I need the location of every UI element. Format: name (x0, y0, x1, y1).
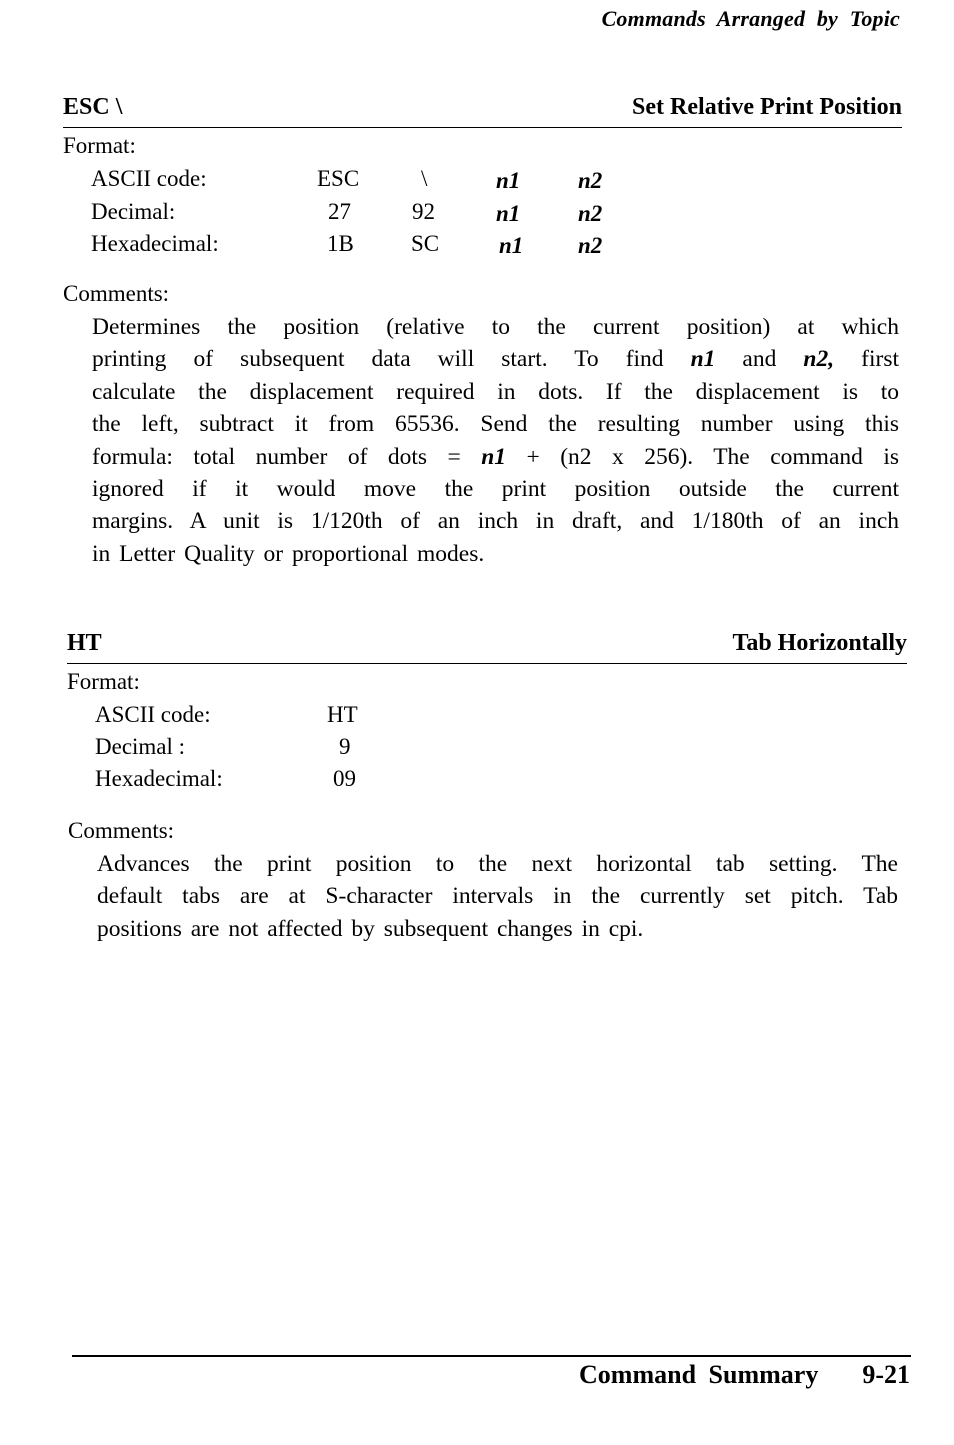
cell-ascii-2: \ (421, 166, 428, 191)
cell-decimal-3: n1 (496, 201, 521, 226)
cell-ascii-1: HT (327, 702, 358, 727)
format-label: Format: (67, 669, 140, 694)
esc-backslash-header (63, 94, 902, 128)
row-label-decimal: Decimal: (91, 199, 176, 224)
cell-hex-1: 09 (333, 766, 356, 791)
footer (579, 1360, 910, 1390)
page-number: 9-21 (862, 1360, 910, 1389)
inline-n2: n2, (803, 346, 835, 373)
cell-ascii-1: ESC (317, 166, 360, 191)
command-title: Tab Horizontally (732, 630, 907, 656)
comment-line: positions are not affected by subsequent changes in cpi. (97, 915, 644, 942)
comment-line: calculate the displacement required in dots. If the displacement is to (92, 378, 899, 405)
cell-decimal-1: 9 (339, 734, 351, 759)
cell-hex-4: n2 (578, 233, 603, 258)
row-label-hexadecimal: Hexadecimal: (91, 231, 219, 256)
comments-label: Comments: (68, 818, 175, 843)
comment-line: in Letter Quality or proportional modes. (92, 540, 485, 567)
comment-line: formula: total number of dots = n1 + (n2 x 256). The command is (92, 443, 900, 470)
command-name: ESC \ (63, 94, 123, 120)
row-label-decimal: Decimal : (95, 734, 186, 759)
row-label-ascii: ASCII code: (91, 166, 207, 191)
comments-label: Comments: (63, 281, 170, 306)
comment-line: the left, subtract it from 65536. Send the resulting number using this (92, 411, 899, 438)
inline-n1: n1 (690, 346, 716, 373)
cell-ascii-4: n2 (578, 168, 603, 193)
footer-rule (72, 1355, 911, 1357)
comment-line: Determines the position (relative to the current position) at which (92, 314, 899, 340)
running-head: Commands Arranged by Topic (601, 6, 900, 31)
comments-text-esc-backslash (92, 311, 899, 570)
ht-header (67, 630, 907, 664)
comment-line: printing of subsequent data will start. To find n1 and n2, first (92, 346, 899, 373)
cell-hex-3: n1 (499, 233, 524, 258)
cell-decimal-4: n2 (578, 201, 603, 226)
format-label: Format: (63, 133, 136, 158)
comment-line: Advances the print position to the next horizontal tab setting. The (97, 851, 898, 877)
inline-n1-formula: n1 (481, 443, 507, 470)
cell-decimal-2: 92 (412, 199, 435, 224)
comment-line: default tabs are at S-character intervals in the currently set pitch. Tab (97, 883, 898, 910)
command-title: Set Relative Print Position (632, 94, 902, 120)
comments-text-ht (97, 848, 898, 945)
command-name: HT (67, 630, 102, 656)
row-label-hexadecimal: Hexadecimal: (95, 766, 223, 791)
cell-ascii-3: n1 (496, 168, 521, 193)
footer-title: Command Summary (579, 1360, 819, 1389)
comment-line: ignored if it would move the print position outside the current (92, 476, 899, 503)
row-label-ascii: ASCII code: (95, 702, 211, 727)
cell-decimal-1: 27 (328, 199, 351, 224)
cell-hex-2: SC (411, 231, 440, 256)
comment-line: margins. A unit is 1/120th of an inch in draft, and 1/180th of an inch (92, 508, 899, 535)
cell-hex-1: 1B (327, 231, 354, 256)
